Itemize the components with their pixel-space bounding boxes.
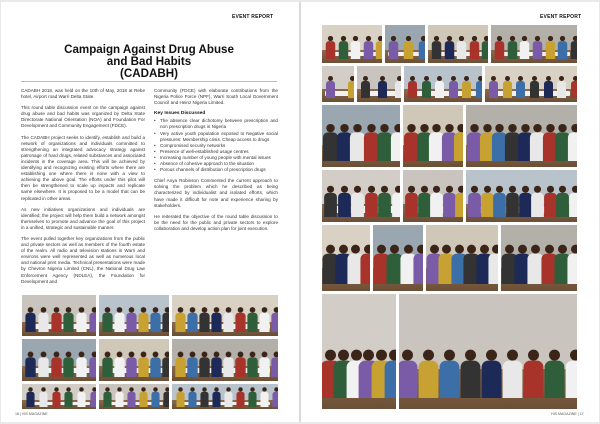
paragraph: He reiterated the objective of the round table discussion to be the need for the public and private sectors to explore collaboration and develop action plan for joint execution. [154, 213, 278, 231]
event-photo [321, 293, 397, 410]
title-line: Campaign Against Drug Abuse [64, 43, 234, 56]
event-photo [398, 293, 578, 410]
issues-heading: Key Issues Discussed [154, 111, 206, 117]
paragraph: This round table discussion event on the campaign against drug abuse and bad habits was organized by Delta State Directorate National Orientation (NOA) and Foundation For Development and Community Engagement (FDCE). [21, 105, 145, 129]
paragraph: The event pulled together key organizations from the public and private sectors as well as members of the fourth estate of the realm. All radio and television stations in Warri and environs were well represented as well as numerous local and national print media. Technical presentations were made by Chevron Nigeria Limited (CNL), the National Drug Law Enforcement Agency (NDLEA), the Foundation for Development and [21, 235, 145, 284]
event-photo [21, 338, 97, 382]
event-photo [321, 104, 401, 168]
event-photo [98, 383, 170, 410]
event-photo [372, 224, 424, 292]
article-title [21, 44, 277, 80]
event-photo [425, 224, 499, 292]
paragraph: CADABH 2018, was held on the 10th of May, 2018 at Rebe hotel, Airport road Warri Delta State. [21, 88, 145, 100]
page-footer: HIS MAGAZINE | 17 [551, 412, 584, 416]
article-column-2 [154, 88, 278, 237]
section-label: EVENT REPORT [540, 14, 582, 20]
list-item: • Very active youth population exposed to Negative social pressures: Membership crisis. Cheap access to drugs [154, 131, 278, 143]
list-item: • The absence clear dichotomy between prescription and non prescription drugs in Nigeria [154, 118, 278, 130]
event-photo [98, 294, 170, 337]
page-footer: 16 | HIS MAGAZINE [15, 412, 48, 416]
list-item: • Increasing number of young people with mental issues [154, 155, 278, 161]
event-photo [402, 104, 464, 168]
paragraph: As new initiatives organizations and individuals are identified; the project will help them build a network amongst themselves to promote and advance the goal of this project in a unified, strategic and sustainable manner. [21, 206, 145, 230]
title-line: (CADABH) [120, 67, 178, 80]
list-item: • Absence of cohesive approach to the situation [154, 161, 278, 167]
list-item: • Presence of well-established usage centres [154, 149, 278, 155]
event-photo [321, 65, 355, 103]
event-photo [321, 169, 401, 223]
event-photo [356, 65, 402, 103]
event-photo [402, 169, 464, 223]
event-photo [21, 383, 97, 410]
paragraph: The CADABH project seeks to identify, establish and build a network of organizations and individuals committed to strengthening an integrated advocacy strategy against patronage of hard drugs, related substances and associated incidents in the coverage area. This will be achieved by identifying and recognizing existing efforts where there are establishing one where there is none with a view to achieving the above goal. The efforts under this pilot will then be strengthened to scale up impacts and replicate same elsewhere. It is proposed to be a model that can be replicated in other areas. [21, 134, 145, 201]
article-column-1 [21, 88, 145, 290]
event-photo [384, 24, 426, 64]
event-photo [465, 169, 578, 223]
event-photo [403, 65, 483, 103]
paragraph: Chief Anya Robinson Commented the current approach to solving the problem which he described as being characterized by individualist and isolated efforts, which have made it difficult for note and experience sharing by stakeholders. [154, 178, 278, 208]
issues-list [154, 118, 278, 173]
event-photo [171, 294, 279, 337]
section-label: EVENT REPORT [232, 14, 274, 20]
paragraph: Community (FDCE) with elaborate contributions from the Nigeria Police Force (NPF), Warri South Local Government Council and Heinz Nigeria Limited. [154, 88, 278, 106]
event-photo [171, 338, 279, 382]
right-page [301, 2, 599, 422]
title-line: and Bad Habits [106, 55, 192, 68]
left-page [1, 2, 299, 422]
event-photo [98, 338, 170, 382]
event-photo [484, 65, 578, 103]
event-photo [500, 224, 578, 292]
list-item: • Compromised security networks [154, 143, 278, 149]
event-photo [21, 294, 97, 337]
event-photo [321, 224, 371, 292]
event-photo [490, 24, 578, 64]
list-item: • Porous channels of distribution of prescription drugs [154, 167, 278, 173]
event-photo [465, 104, 578, 168]
event-photo [321, 24, 383, 64]
event-photo [171, 383, 279, 410]
title-divider [21, 81, 277, 82]
event-photo [427, 24, 489, 64]
